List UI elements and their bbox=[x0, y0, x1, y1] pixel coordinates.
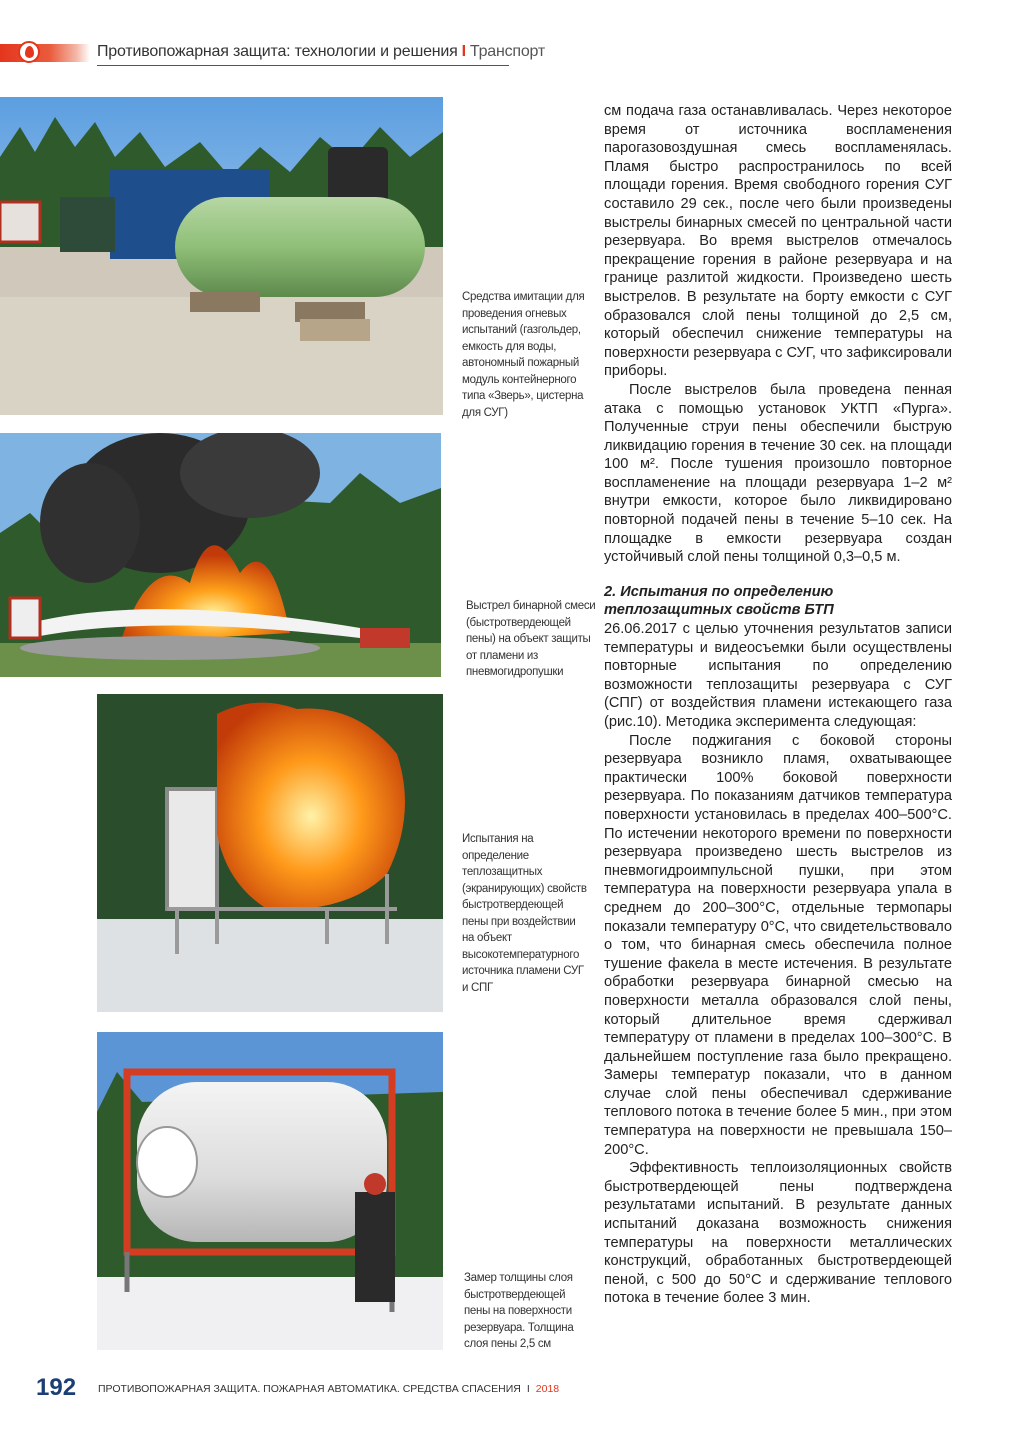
footer-journal-title: ПРОТИВОПОЖАРНАЯ ЗАЩИТА. ПОЖАРНАЯ АВТОМАТИКА. СРЕДСТВА СПАСЕНИЯ bbox=[98, 1383, 521, 1395]
header-section: Транспорт bbox=[469, 43, 546, 60]
caption-photo-2: Выстрел бинарной смеси (быстротвердеющей пены) на объект защиты от пламени из пневмогидропушки bbox=[466, 600, 596, 678]
article-column bbox=[604, 102, 952, 1308]
article-paragraph: см подача газа останавливалась. Через некоторое время от источника воспламенения парогазовоздушная смесь воспламенялась. Пламя быстро распространилось по всей площади горения. Время свободного горения СУГ составило 29 сек., после чего были произведены выстрелы бинарных смесей по центральной части резервуара. Во время выстрелов отмечалось прекращение горения в районе резервуара и на границе разлитой жидкости. Произведено шесть выстрелов. В результате на борту емкости с СУГ образовался слой пены толщиной до 2,5 см, который обеспечил снижение температуры на поверхности резервуара с СУГ, что зафиксировали приборы. bbox=[604, 103, 952, 380]
header-accent-bar bbox=[0, 44, 90, 62]
caption-photo-4: Замер толщины слоя быстротвердеющей пены на поверхности резервуара. Толщина слоя пены 2,5 см bbox=[464, 1272, 574, 1350]
header-rule bbox=[97, 65, 509, 66]
footer-journal bbox=[98, 1383, 559, 1395]
page-header bbox=[0, 38, 546, 68]
footer-year: 2018 bbox=[535, 1383, 560, 1395]
page-number: 192 bbox=[36, 1374, 77, 1401]
header-title bbox=[97, 43, 545, 61]
photo-binary-shot bbox=[0, 433, 441, 677]
section-heading: 2. Испытания по определению теплозащитных свойств БТП bbox=[604, 583, 834, 619]
flame-icon bbox=[18, 41, 40, 63]
footer-separator: I bbox=[526, 1383, 530, 1395]
article-paragraph: После поджигания с боковой стороны резервуара возникло пламя, охватывающее практически 100% боковой поверхности резервуара. По показаниям датчиков температура поверхности установилась в пределах 400–500°С. По истечении некоторого времени по поверхности резервуара произведено шесть выстрелов из пневмогидроимпульсной пушки, при этом температура на поверхности резервуара упала в среднем до 200–300°С, отдельные термопары показали температуру 0°С, что свидетельствовало о том, что бинарная смесь обеспечила полное тушение факела в месте истечения. В результате обработки резервуара бинарной смесью на поверхности металла образовался слой пены, который длительное время сдерживал температуру от пламени в пределах 100–300°С. В дальнейшем поступление газа было прекращено. Замеры температур показали, что в данном случае слой пены обеспечивал сдерживание теплового потока в течение более 5 мин., при этом температура на поверхности не превышала 150–200°С. bbox=[604, 732, 952, 1158]
article-paragraph: После выстрелов была проведена пенная атака с помощью установок УКТП «Пурга». Полученные струи пены обеспечили быструю ликвидацию горения в течение 30 сек. на площади 100 м². После тушения произошло повторное воспламенение на площади резервуара 1–2 м² внутри емкости, которое было ликвидировано повторной подачей пены в течение 5–10 сек. На площадке в емкости резервуара создан устойчивый слой пены толщиной 0,3–0,5 м. bbox=[604, 381, 952, 566]
header-title-text: Противопожарная защита: технологии и решения bbox=[97, 43, 458, 60]
article-paragraph: Эффективность теплоизоляционных свойств быстротвердеющей пены подтверждена результатами испытаний. В результате данных испытаний доказана возможность снижения температуры на поверхности металлических конструкций, обработанных быстротвердеющей пеной, с 500 до 50°С и сдерживание теплового потока в течение более 3 мин. bbox=[604, 1160, 952, 1307]
header-separator: I bbox=[461, 43, 466, 60]
photo-heat-test bbox=[97, 694, 443, 1012]
article-paragraph: 26.06.2017 с целью уточнения результатов записи температуры и видеосъемки были осуществлены повторные испытания по определению возможности теплозащиты резервуара с СУГ (СПГ) от воздействия пламени истекающего газа (рис.10). Методика эксперимента следующая: bbox=[604, 621, 952, 730]
caption-photo-1: Средства имитации для проведения огневых испытаний (газгольдер, емкость для воды, автономный пожарный модуль контейнерного типа «Зверь», цистерна для СУГ) bbox=[462, 291, 585, 419]
photo-foam-measure bbox=[97, 1032, 443, 1350]
photo-test-site bbox=[0, 97, 443, 415]
caption-photo-3: Испытания на определение теплозащитных (экранирующих) свойств быстротвердеющей пены при воздействии на объект высокотемпературного источника пламени СУГ и СПГ bbox=[462, 833, 587, 994]
